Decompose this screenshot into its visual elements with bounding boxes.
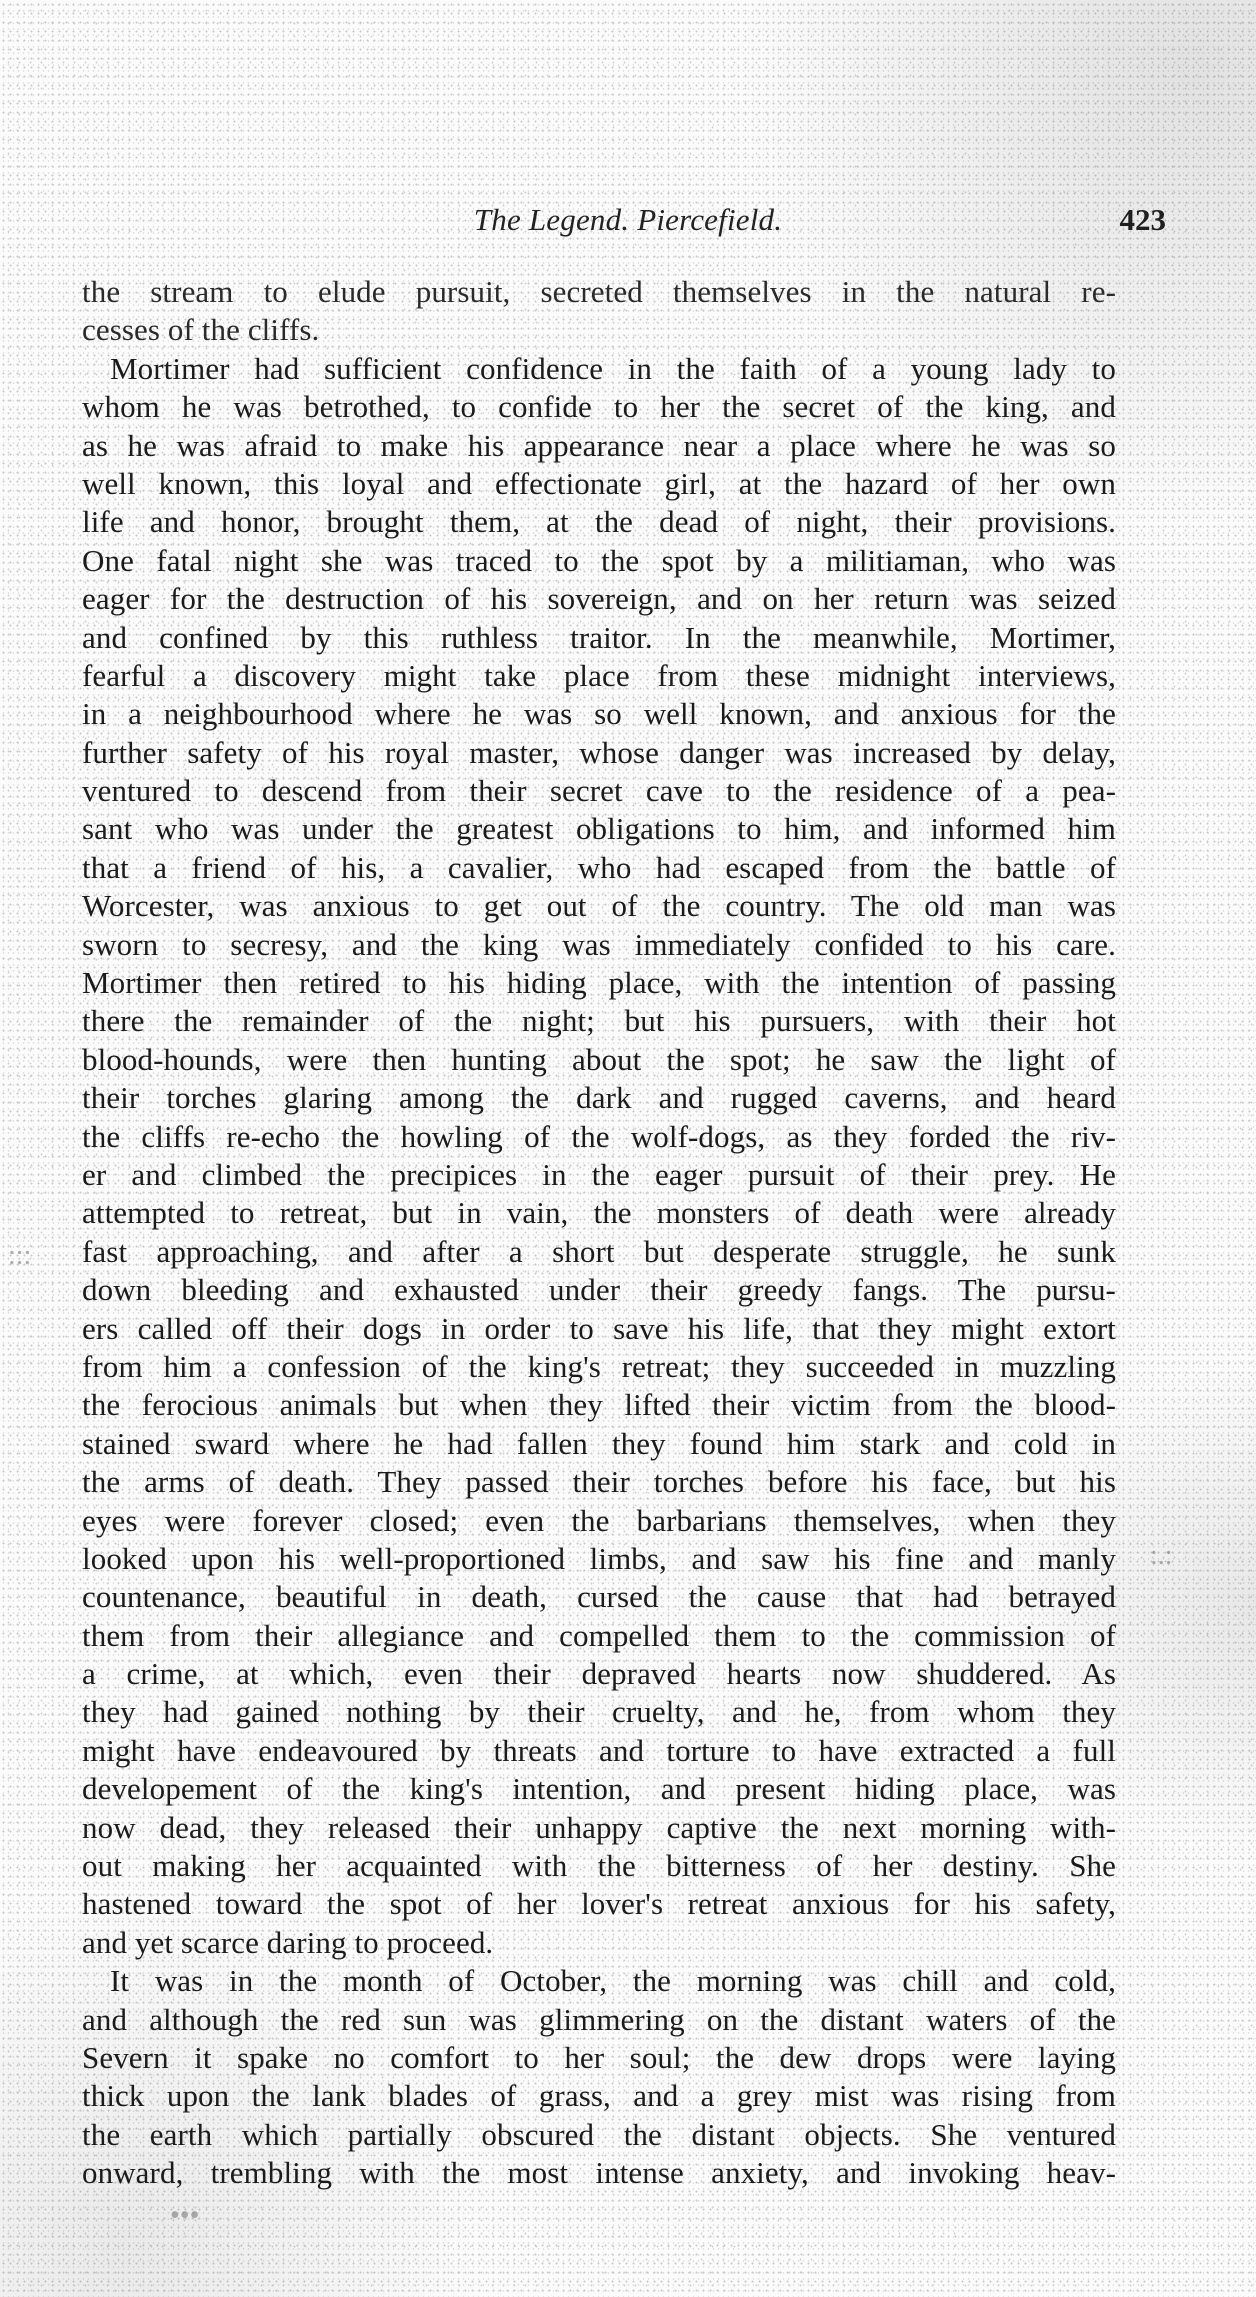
- page-number: 423: [1119, 202, 1166, 237]
- text-line: and confined by this ruthless traitor. In the meanwhile, Mortimer,: [82, 619, 1116, 655]
- text-line: eyes were forever closed; even the barbarians themselves, when they: [82, 1502, 1116, 1538]
- text-line: eager for the destruction of his sovereign, and on her return was seized: [82, 581, 1116, 617]
- text-line: there the remainder of the night; but his pursuers, with their hot: [82, 1003, 1116, 1039]
- page-header: [72, 202, 1184, 246]
- text-line: blood-hounds, were then hunting about the spot; he saw the light of: [82, 1041, 1116, 1077]
- text-line: fast approaching, and after a short but desperate struggle, he sunk: [82, 1233, 1116, 1269]
- text-line: stained sward where he had fallen they found him stark and cold in: [82, 1425, 1116, 1461]
- text-line: the arms of death. They passed their torches before his face, but his: [82, 1464, 1116, 1500]
- text-line: sant who was under the greatest obligations to him, and informed him: [82, 811, 1116, 847]
- text-line: thick upon the lank blades of grass, and a grey mist was rising from: [82, 2078, 1116, 2114]
- text-line: the cliffs re-echo the howling of the wolf-dogs, as they forded the riv-: [82, 1118, 1116, 1154]
- text-line: out making her acquainted with the bitterness of her destiny. She: [82, 1848, 1116, 1884]
- right-margin-ink-mark: :.:: [1150, 1540, 1173, 1571]
- text-line: One fatal night she was traced to the spot by a militiaman, who was: [82, 542, 1116, 578]
- text-line: a crime, at which, even their depraved hearts now shuddered. As: [82, 1656, 1116, 1692]
- text-line: and although the red sun was glimmering on the distant waters of the: [82, 2001, 1116, 2037]
- text-line: down bleeding and exhausted under their greedy fangs. The pursu-: [82, 1272, 1116, 1308]
- text-line: well known, this loyal and effectionate girl, at the hazard of her own: [82, 465, 1116, 501]
- text-line: cesses of the cliffs.: [82, 312, 320, 348]
- text-line: attempted to retreat, but in vain, the monsters of death were already: [82, 1195, 1116, 1231]
- text-line: might have endeavoured by threats and torture to have extracted a full: [82, 1732, 1116, 1768]
- text-line: onward, trembling with the most intense anxiety, and invoking heav-: [82, 2155, 1116, 2191]
- text-line: Mortimer then retired to his hiding place, with the intention of passing: [82, 965, 1116, 1001]
- text-line: them from their allegiance and compelled them to the commission of: [82, 1617, 1116, 1653]
- body-text: [82, 273, 1116, 2193]
- left-margin-ink-mark: :::: [8, 1240, 32, 1271]
- text-line: Mortimer had sufficient confidence in the faith of a young lady to: [110, 350, 1116, 386]
- text-line: It was in the month of October, the morning was chill and cold,: [110, 1963, 1116, 1999]
- text-line: the stream to elude pursuit, secreted themselves in the natural re-: [82, 274, 1116, 309]
- text-line: looked upon his well-proportioned limbs, and saw his fine and manly: [82, 1540, 1116, 1576]
- text-line: Worcester, was anxious to get out of the country. The old man was: [82, 888, 1116, 924]
- text-line: their torches glaring among the dark and rugged caverns, and heard: [82, 1080, 1116, 1116]
- text-line: now dead, they released their unhappy captive the next morning with-: [82, 1809, 1116, 1845]
- text-line: the earth which partially obscured the distant objects. She ventured: [82, 2116, 1116, 2152]
- text-line: er and climbed the precipices in the eager pursuit of their prey. He: [82, 1156, 1116, 1192]
- text-line: in a neighbourhood where he was so well known, and anxious for the: [82, 696, 1116, 732]
- text-line: developement of the king's intention, and present hiding place, was: [82, 1771, 1116, 1807]
- text-line: that a friend of his, a cavalier, who had escaped from the battle of: [82, 849, 1116, 885]
- text-line: further safety of his royal master, whose danger was increased by delay,: [82, 734, 1116, 770]
- bottom-ink-mark: •••: [170, 2200, 200, 2231]
- text-line: life and honor, brought them, at the dead of night, their provisions.: [82, 504, 1116, 540]
- text-line: from him a confession of the king's retreat; they succeeded in muzzling: [82, 1348, 1116, 1384]
- running-head: The Legend. Piercefield.: [473, 202, 783, 237]
- text-line: countenance, beautiful in death, cursed the cause that had betrayed: [82, 1579, 1116, 1615]
- text-line: Severn it spake no comfort to her soul; the dew drops were laying: [82, 2039, 1116, 2075]
- text-line: the ferocious animals but when they lifted their victim from the blood-: [82, 1387, 1116, 1423]
- text-line: and yet scarce daring to proceed.: [82, 1924, 494, 1960]
- text-line: whom he was betrothed, to confide to her the secret of the king, and: [82, 389, 1116, 425]
- text-line: they had gained nothing by their cruelty, and he, from whom they: [82, 1694, 1116, 1730]
- text-line: ers called off their dogs in order to save his life, that they might extort: [82, 1310, 1116, 1346]
- text-line: as he was afraid to make his appearance near a place where he was so: [82, 427, 1116, 463]
- text-line: fearful a discovery might take place from these midnight interviews,: [82, 657, 1116, 693]
- text-line: sworn to secresy, and the king was immediately confided to his care.: [82, 926, 1116, 962]
- text-line: hastened toward the spot of her lover's retreat anxious for his safety,: [82, 1886, 1116, 1922]
- text-line: ventured to descend from their secret cave to the residence of a pea-: [82, 773, 1116, 809]
